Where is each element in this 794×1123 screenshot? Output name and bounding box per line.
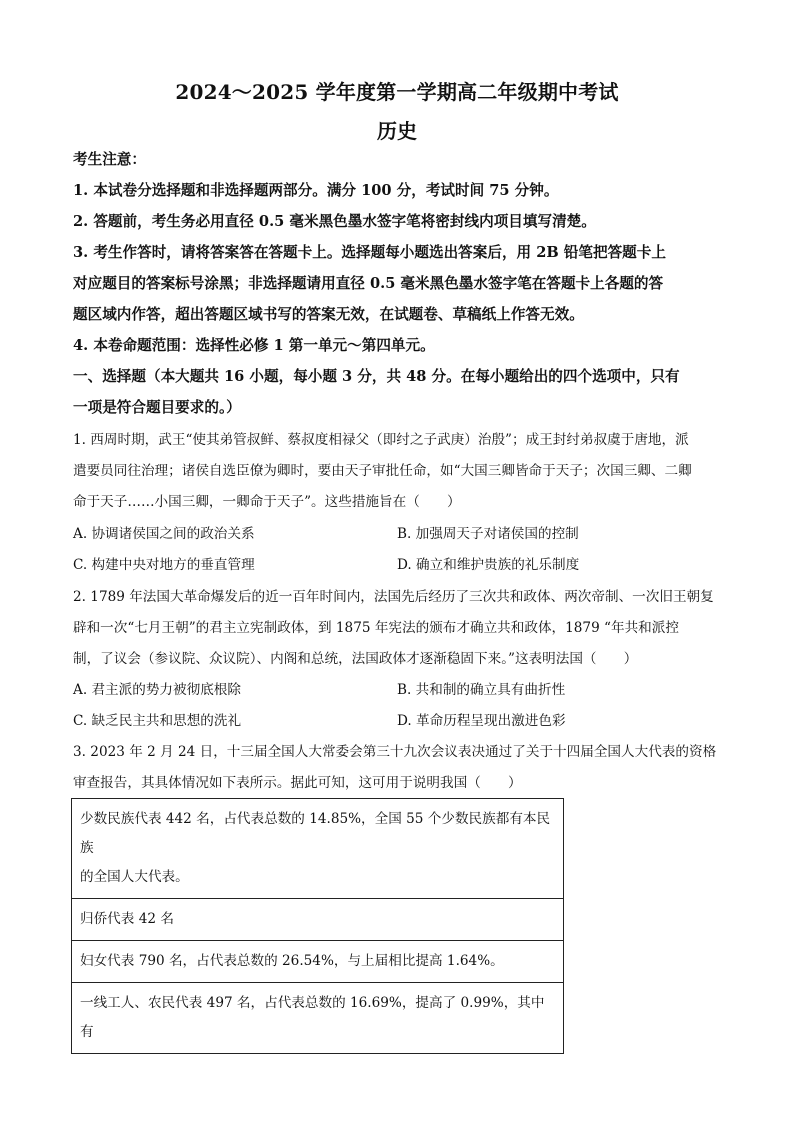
table-cell xyxy=(72,799,564,899)
question-2-option-d: D. 革命历程呈现出激进色彩 xyxy=(397,713,566,729)
question-1-option-c: C. 构建中央对地方的垂直管理 xyxy=(73,557,255,573)
table-cell-line: 一线工人、农民代表 497 名，占代表总数的 16.69%，提高了 0.99%，其中有 xyxy=(80,995,545,1040)
table-cell xyxy=(72,941,564,983)
question-2-line-3: 制，了议会（参议院、众议院）、内阁和总统，法国政体才逐渐稳固下来。”这表明法国（ ） xyxy=(73,651,638,667)
subject-title: 历史 xyxy=(377,119,417,143)
question-1-option-d: D. 确立和维护贵族的礼乐制度 xyxy=(397,557,580,573)
delegate-table xyxy=(71,798,564,1054)
table-row xyxy=(72,983,564,1054)
question-1-option-b: B. 加强周天子对诸侯国的控制 xyxy=(397,526,579,542)
table-cell-line: 妇女代表 790 名，占代表总数的 26.54%，与上届相比提高 1.64%。 xyxy=(80,953,504,969)
question-2-line-2: 辟和一次“七月王朝”的君主立宪制政体，到 1875 年宪法的颁布才确立共和政体，1879 “年共和派控 xyxy=(73,620,679,636)
notice-line-5: 题区域内作答，超出答题区域书写的答案无效，在试题卷、草稿纸上作答无效。 xyxy=(73,306,584,323)
notice-line-1: 1. 本试卷分选择题和非选择题两部分。满分 100 分，考试时间 75 分钟。 xyxy=(73,182,559,199)
question-1-option-a: A. 协调诸侯国之间的政治关系 xyxy=(73,526,255,542)
section-heading-line-1: 一、选择题（本大题共 16 小题，每小题 3 分，共 48 分。在每小题给出的四个选项中，只有 xyxy=(73,368,680,385)
table-row xyxy=(72,899,564,941)
table-cell-line: 少数民族代表 442 名，占代表总数的 14.85%，全国 55 个少数民族都有本民族 xyxy=(80,811,551,856)
question-3-line-2: 审查报告，其具体情况如下表所示。据此可知，这可用于说明我国（ ） xyxy=(73,775,522,791)
question-1-line-1: 1. 西周时期，武王“使其弟管叔鲜、蔡叔度相禄父（即纣之子武庚）治殷”；成王封纣弟叔虞于唐地，派 xyxy=(73,432,689,448)
question-2-line-1: 2. 1789 年法国大革命爆发后的近一百年时间内，法国先后经历了三次共和政体、两次帝制、一次旧王朝复 xyxy=(73,589,714,605)
notice-line-4: 对应题目的答案标号涂黑；非选择题请用直径 0.5 毫米黑色墨水签字笔在答题卡上各题的答 xyxy=(73,275,664,292)
question-1-line-3: 命于天子……小国三卿，一卿命于天子”。这些措施旨在（ ） xyxy=(73,494,461,510)
table-cell xyxy=(72,983,564,1054)
exam-title: 2024～2025 学年度第一学期高二年级期中考试 xyxy=(175,80,619,104)
question-2-option-a: A. 君主派的势力被彻底根除 xyxy=(73,682,241,698)
table-cell-line: 的全国人大代表。 xyxy=(80,869,189,885)
notice-heading: 考生注意： xyxy=(73,151,146,168)
table-cell-line: 归侨代表 42 名 xyxy=(80,911,174,927)
question-3-line-1: 3. 2023 年 2 月 24 日，十三届全国人大常委会第三十九次会议表决通过了关于十四届全国人大代表的资格 xyxy=(73,744,717,760)
table-row xyxy=(72,941,564,983)
question-2-option-b: B. 共和制的确立具有曲折性 xyxy=(397,682,566,698)
table-cell xyxy=(72,899,564,941)
notice-line-2: 2. 答题前，考生务必用直径 0.5 毫米黑色墨水签字笔将密封线内项目填写清楚。 xyxy=(73,213,596,230)
notice-line-3: 3. 考生作答时，请将答案答在答题卡上。选择题每小题选出答案后，用 2B 铅笔把答题卡上 xyxy=(73,244,666,261)
notice-line-6: 4. 本卷命题范围：选择性必修 1 第一单元～第四单元。 xyxy=(73,337,435,354)
table-row xyxy=(72,799,564,899)
question-2-option-c: C. 缺乏民主共和思想的洗礼 xyxy=(73,713,242,729)
question-1-line-2: 遣要员同往治理；诸侯自选臣僚为卿时，要由天子审批任命，如“大国三卿皆命于天子；次国三卿、二卿 xyxy=(73,463,692,479)
section-heading-line-2: 一项是符合题目要求的。） xyxy=(73,399,241,416)
